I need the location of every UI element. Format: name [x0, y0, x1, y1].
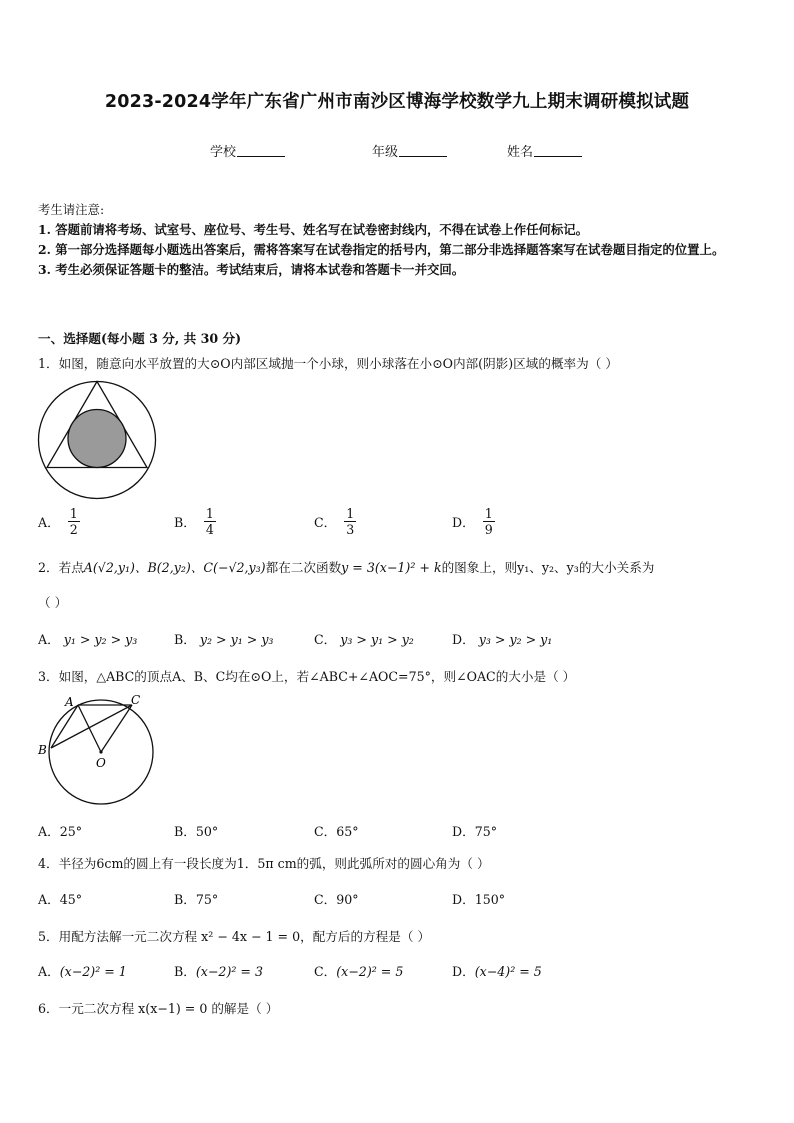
label-c: C: [131, 694, 141, 707]
q2-option-d[interactable]: D． y₃ > y₂ > y₁: [452, 632, 553, 647]
q1-option-c[interactable]: C． $\frac{1}{3}$: [314, 506, 355, 537]
segment-oa: [78, 705, 101, 752]
label-o: O: [96, 756, 106, 770]
question-1-figure: [36, 378, 160, 502]
grade-label: 年级: [372, 145, 399, 160]
q4-option-a[interactable]: A．45°: [38, 892, 83, 907]
shaded-small-circle: [68, 410, 126, 468]
q2-option-b[interactable]: B． y₂ > y₁ > y₃: [174, 632, 274, 647]
notice-item-2: 2. 第一部分选择题每小题选出答案后，需将答案写在试卷指定的括号内，第二部分非选择题答案写在试卷题目指定的位置上。: [38, 242, 725, 257]
q1-option-d[interactable]: D． $\frac{1}{9}$: [452, 506, 493, 537]
question-1-text: 1．如图，随意向水平放置的大⊙O内部区域抛一个小球，则小球落在小⊙O内部(阴影)区域的概率为（ ）: [38, 356, 618, 371]
q5-option-d[interactable]: D．(x−4)² = 5: [452, 964, 542, 979]
q4-option-d[interactable]: D．150°: [452, 892, 506, 907]
page-title: 2023-2024学年广东省广州市南沙区博海学校数学九上期末调研模拟试题: [104, 92, 690, 112]
q1-option-a[interactable]: A． $\frac{1}{2}$: [38, 506, 78, 537]
school-label: 学校: [210, 145, 237, 160]
label-a: A: [65, 695, 74, 709]
q1-option-b[interactable]: B． $\frac{1}{4}$: [174, 506, 214, 537]
q3-option-c[interactable]: C．65°: [314, 824, 359, 839]
q2-option-a[interactable]: A． y₁ > y₂ > y₃: [38, 632, 138, 647]
q3-option-b[interactable]: B．50°: [174, 824, 219, 839]
q4-option-c[interactable]: C．90°: [314, 892, 359, 907]
q5-option-a[interactable]: A．(x−2)² = 1: [38, 964, 127, 979]
q3-option-d[interactable]: D．75°: [452, 824, 498, 839]
q2-function: y = 3(x−1)² + k: [341, 560, 442, 575]
question-2-text: 2．若点A(√2,y₁)、B(2,y₂)、C(−√2,y₃)都在二次函数y = 3(x−1)² + k的图象上，则y₁、y₂、y₃的大小关系为: [38, 560, 655, 575]
notice-item-1: 1. 答题前请将考场、试室号、座位号、考生号、姓名写在试卷密封线内，不得在试卷上作任何标记。: [38, 222, 589, 237]
segment-oc: [101, 705, 132, 752]
question-3-text: 3．如图，△ABC的顶点A、B、C均在⊙O上，若∠ABC+∠AOC=75°，则∠OAC的大小是（ ）: [38, 669, 576, 684]
name-label: 姓名: [507, 145, 534, 160]
question-3-figure: [34, 694, 160, 810]
name-blank[interactable]: [534, 144, 582, 157]
question-2-paren: （ ）: [38, 595, 68, 610]
q3-option-a[interactable]: A．25°: [38, 824, 83, 839]
label-b: B: [38, 743, 47, 757]
notice-item-3: 3. 考生必须保证答题卡的整洁。考试结束后，请将本试卷和答题卡一并交回。: [38, 262, 465, 277]
center-point: [99, 750, 102, 753]
school-blank[interactable]: [237, 144, 285, 157]
segment-bc: [51, 705, 132, 748]
q5-option-b[interactable]: B．(x−2)² = 3: [174, 964, 263, 979]
notice-block: [38, 200, 758, 280]
q2-points: A(√2,y₁)、B(2,y₂)、C(−√2,y₃): [83, 560, 266, 575]
question-4-text: 4．半径为6cm的圆上有一段长度为1．5π cm的弧，则此弧所对的圆心角为（ ）: [38, 856, 490, 871]
q4-option-b[interactable]: B．75°: [174, 892, 219, 907]
question-6-text: 6．一元二次方程 x(x−1) = 0 的解是（ ）: [38, 1001, 279, 1016]
name-field[interactable]: [507, 141, 582, 160]
notice-heading: 考生请注意:: [38, 202, 105, 217]
section-heading: 一、选择题(每小题 3 分, 共 30 分): [38, 331, 242, 346]
school-field[interactable]: [210, 141, 285, 160]
question-5-text: 5．用配方法解一元二次方程 x² − 4x − 1 = 0，配方后的方程是（ ）: [38, 929, 431, 944]
grade-field[interactable]: [372, 141, 447, 160]
q2-option-c[interactable]: C． y₃ > y₁ > y₂: [314, 632, 414, 647]
q5-option-c[interactable]: C．(x−2)² = 5: [314, 964, 404, 979]
grade-blank[interactable]: [399, 144, 447, 157]
